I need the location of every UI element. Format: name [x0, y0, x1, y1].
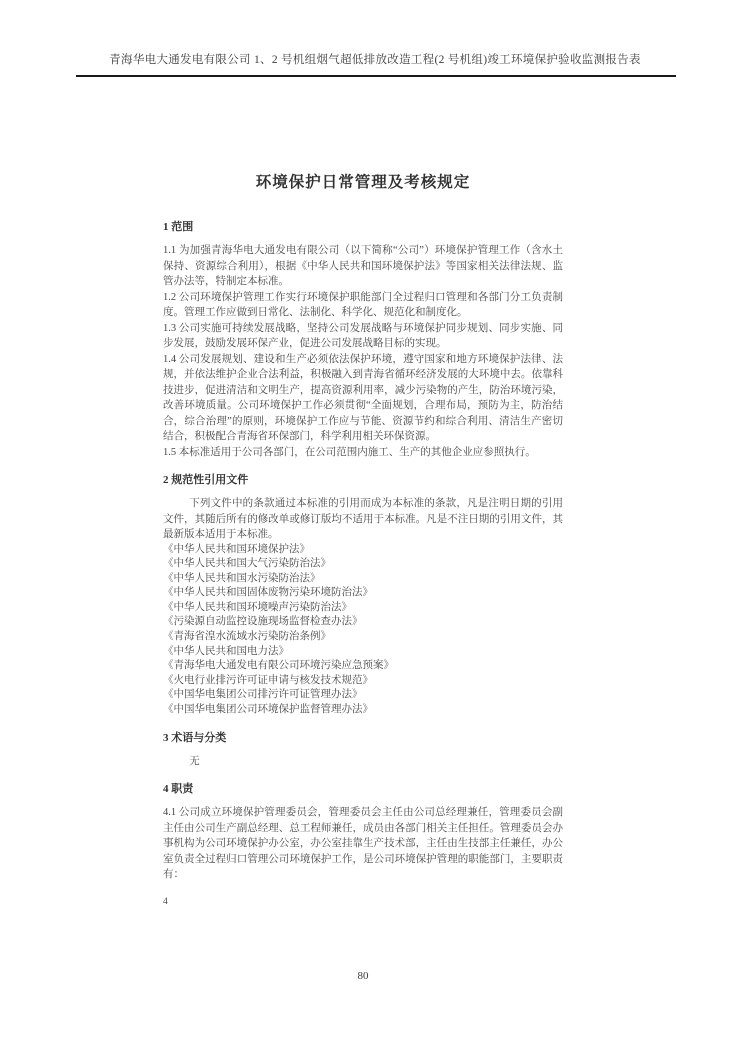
reference-item: 《青海省湟水流域水污染防治条例》: [163, 631, 331, 643]
document-body: [163, 170, 563, 907]
inner-page-footnote: 4: [163, 896, 168, 907]
page-number: 80: [357, 970, 369, 982]
paragraph-1-1: 1.1 为加强青海华电大通发电有限公司（以下简称“公司”）环境保护管理工作（含水土保持、资源综合利用），根据《中华人民共和国环境保护法》等国家相关法律法规、监管办法等，特制定本标准。: [163, 245, 563, 287]
reference-item: 《中华人民共和国电力法》: [163, 645, 289, 657]
section-heading-scope: 1 范围: [163, 221, 194, 233]
paragraph-1-2: 1.2 公司环境保护管理工作实行环境保护职能部门全过程归口管理和各部门分工负责制度。管理工作应做到日常化、法制化、科学化、规范化和制度化。: [163, 291, 563, 318]
section-heading-responsibilities: 4 职责: [163, 783, 194, 796]
document-title: 环境保护日常管理及考核规定: [255, 174, 471, 191]
reference-item: 《中国华电集团公司环境保护监督管理办法》: [163, 704, 373, 716]
paragraph-references-intro: 下列文件中的条款通过本标准的引用而成为本标准的条款，凡是注明日期的引用文件，其随后所有的修改单或修订版均不适用于本标准。凡是不注日期的引用文件，其最新版本适用于本标准。: [163, 498, 563, 540]
reference-item: 《中华人民共和国环境保护法》: [163, 543, 310, 555]
reference-item: 《中国华电集团公司排污许可证管理办法》: [163, 689, 363, 701]
paragraph-4-1: 4.1 公司成立环境保护管理委员会，管理委员会主任由公司总经理兼任，管理委员会副主任由公司生产副总经理、总工程师兼任，成员由各部门相关主任担任。管理委员会办事机构为公司环境保护办公室，办公室挂靠生产技术部，主任由生技部主任兼任，办公室负责全过程归口管理公司环境保护工作，是公司环境保护管理的职能部门，主要职责有：: [163, 807, 563, 881]
reference-item: 《中华人民共和国大气污染防治法》: [163, 558, 331, 570]
section-heading-normative-references: 2 规范性引用文件: [163, 474, 249, 486]
reference-item: 《中华人民共和国水污染防治法》: [163, 572, 321, 584]
reference-item: 《火电行业排污许可证申请与核发技术规范》: [163, 674, 373, 686]
reference-item: 《污染源自动监控设施现场监督检查办法》: [163, 616, 363, 628]
reference-list: [163, 543, 563, 718]
paragraph-1-3: 1.3 公司实施可持续发展战略，坚持公司发展战略与环境保护同步规划、同步实施、同步发展，鼓励发展环保产业，促进公司发展战略目标的实现。: [163, 322, 563, 349]
reference-item: 《青海华电大通发电有限公司环境污染应急预案》: [163, 660, 394, 672]
reference-item: 《中华人民共和国环境噪声污染防治法》: [163, 601, 352, 613]
running-header: 青海华电大通发电有限公司 1、2 号机组烟气超低排放改造工程(2 号机组)竣工环境保护验收监测报告表: [109, 54, 641, 66]
paragraph-terms-none: 无: [189, 755, 200, 767]
paragraph-1-4: 1.4 公司发展规划、建设和生产必须依法保护环境，遵守国家和地方环境保护法律、法规，并依法维护企业合法利益，积极融入到青海省循环经济发展的大环境中去。依靠科技进步，促进清洁和文明生产，提高资源利用率，减少污染物的产生，防治环境污染，改善环境质量。公司环境保护工作必须贯彻“全面规划，合理布局，预防为主，防治结合，综合治理”的原则，环境保护工作应与节能、资源节约和综合利用、清洁生产密切结合，积极配合青海省环保部门，科学利用相关环保资源。: [163, 353, 563, 442]
paragraph-1-5: 1.5 本标准适用于公司各部门，在公司范围内施工、生产的其他企业应参照执行。: [163, 446, 536, 458]
section-heading-terms: 3 术语与分类: [163, 731, 227, 744]
reference-item: 《中华人民共和国固体废物污染环境防治法》: [163, 587, 373, 599]
header-rule-divider: [76, 75, 676, 77]
